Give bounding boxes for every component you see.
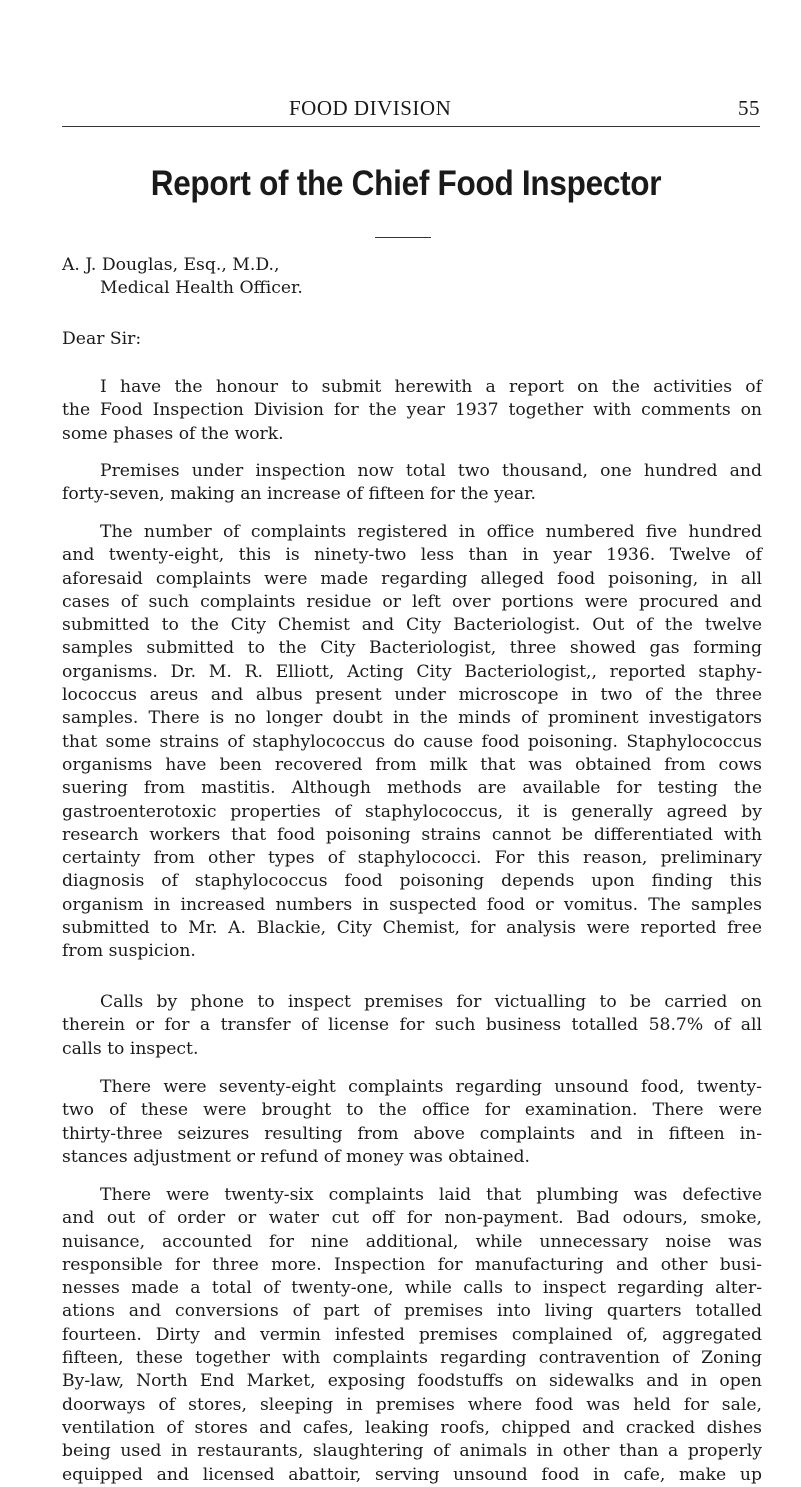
paragraph-line: Premises under inspection now total two thousand, one hundred and <box>100 461 762 481</box>
paragraph-line: samples. There is no longer doubt in the minds of prominent investigators <box>62 708 762 729</box>
paragraph-line: By-law, North End Market, exposing foodstuffs on sidewalks and in open <box>62 1371 762 1392</box>
paragraph-line: There were seventy-eight complaints regarding unsound food, twenty- <box>100 1077 762 1097</box>
paragraph-line: suering from mastitis. Although methods are available for testing the <box>62 778 762 799</box>
report-title: Report of the Chief Food Inspector <box>150 164 662 203</box>
paragraph-line: thirty-three seizures resulting from above complaints and in fifteen in- <box>62 1123 762 1144</box>
paragraph-line: Calls by phone to inspect premises for victualling to be carried on <box>100 992 762 1012</box>
paragraph-line: forty-seven, making an increase of fifteen for the year. <box>62 484 536 505</box>
paragraph <box>62 460 762 507</box>
paragraph-line: some phases of the work. <box>62 423 284 444</box>
paragraph-line: stances adjustment or refund of money was obtained. <box>62 1146 530 1167</box>
paragraph-line: organisms. Dr. M. R. Elliott, Acting City Bacteriologist,, reported staphy- <box>62 661 762 682</box>
paragraph-line: There were twenty-six complaints laid that plumbing was defective <box>100 1185 762 1205</box>
paragraph-line: the Food Inspection Division for the year 1937 together with comments on <box>62 400 762 421</box>
paragraph-line: responsible for three more. Inspection for manufacturing and other busi- <box>62 1254 762 1275</box>
paragraph <box>62 1076 762 1169</box>
addressee-block <box>62 254 762 301</box>
paragraph-line: nesses made a total of twenty-one, while calls to inspect regarding alter- <box>62 1278 762 1299</box>
paragraph-line: fifteen, these together with complaints regarding contravention of Zoning <box>62 1348 762 1369</box>
running-header <box>60 96 760 126</box>
paragraph-line: ations and conversions of part of premises into living quarters totalled <box>62 1301 762 1322</box>
paragraph <box>62 376 762 446</box>
addressee-name: A. J. Douglas, Esq., M.D., <box>62 255 280 275</box>
paragraph-line: submitted to Mr. A. Blackie, City Chemist, for analysis were reported free <box>62 918 762 939</box>
paragraph <box>62 521 762 964</box>
paragraph-line: ventilation of stores and cafes, leaking roofs, chipped and cracked dishes <box>62 1417 762 1438</box>
paragraph <box>62 1184 762 1487</box>
paragraph-line: that some strains of staphylococcus do cause food poisoning. Staphylococcus <box>62 731 762 752</box>
paragraph-line: being used in restaurants, slaughtering of animals in other than a properly <box>62 1441 762 1462</box>
header-rule <box>62 126 760 127</box>
paragraph-line: gastroenterotoxic properties of staphylococcus, it is generally agreed by <box>62 801 762 822</box>
paragraph-line: research workers that food poisoning strains cannot be differentiated with <box>62 824 762 845</box>
paragraph-line: organisms have been recovered from milk that was obtained from cows <box>62 754 762 775</box>
paragraph-line: submitted to the City Chemist and City Bacteriologist. Out of the twelve <box>62 615 762 636</box>
paragraph-line: equipped and licensed abattoir, serving unsound food in cafe, make up <box>62 1464 762 1485</box>
paragraph-line: aforesaid complaints were made regarding alleged food poisoning, in all <box>62 568 762 589</box>
title-divider <box>375 237 431 238</box>
paragraph-line: two of these were brought to the office for examination. There were <box>62 1100 762 1121</box>
paragraph-line: and out of order or water cut off for non-payment. Bad odours, smoke, <box>62 1208 762 1229</box>
paragraph-line: and twenty-eight, this is ninety-two less than in year 1936. Twelve of <box>62 545 762 566</box>
paragraph-line: certainty from other types of staphylococci. For this reason, preliminary <box>62 848 762 869</box>
paragraph-line: from suspicion. <box>62 941 196 962</box>
page-number: 55 <box>738 96 760 120</box>
paragraph-line: calls to inspect. <box>62 1038 199 1059</box>
addressee-title: Medical Health Officer. <box>100 278 303 299</box>
paragraph-line: lococcus areus and albus present under microscope in two of the three <box>62 685 762 706</box>
paragraph-line: doorways of stores, sleeping in premises where food was held for sale, <box>62 1394 762 1415</box>
paragraph-line: organism in increased numbers in suspected food or vomitus. The samples <box>62 894 762 915</box>
paragraph-line: I have the honour to submit herewith a report on the activities of <box>100 377 762 397</box>
paragraph <box>62 991 762 1061</box>
paragraph-line: cases of such complaints residue or left over portions were procured and <box>62 591 762 612</box>
section-title: FOOD DIVISION <box>289 96 452 120</box>
paragraph-line: diagnosis of staphylococcus food poisoning depends upon finding this <box>62 871 762 892</box>
salutation: Dear Sir: <box>62 329 142 349</box>
paragraph-line: samples submitted to the City Bacteriologist, three showed gas forming <box>62 638 762 659</box>
paragraph-line: The number of complaints registered in office numbered five hundred <box>100 522 762 542</box>
paragraph-line: nuisance, accounted for nine additional, while unnecessary noise was <box>62 1231 762 1252</box>
paragraph-line: fourteen. Dirty and vermin infested premises complained of, aggregated <box>62 1324 762 1345</box>
paragraph-line: therein or for a transfer of license for such business totalled 58.7% of all <box>62 1015 762 1036</box>
